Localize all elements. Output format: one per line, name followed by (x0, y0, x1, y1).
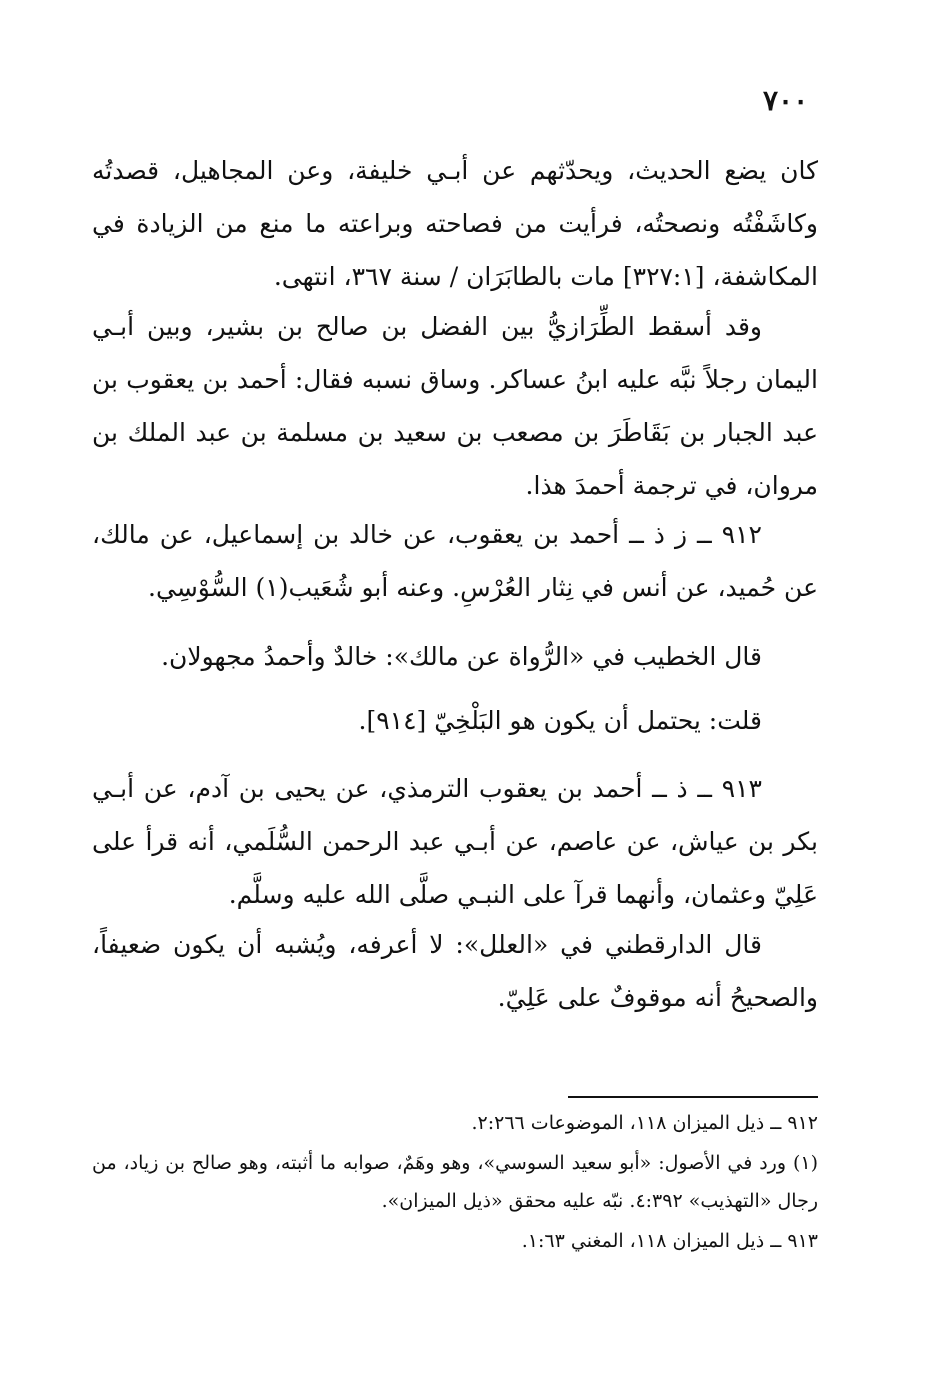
paragraph-comment: قلت: يحتمل أن يكون هو البَلْخِيّ [٩١٤]. (358, 706, 762, 735)
footnote-912-source: ٩١٢ ــ ذيل الميزان ١١٨، الموضوعات ٢:٢٦٦. (471, 1112, 818, 1134)
paragraph-khatib-quote: قال الخطيب في «الرُّواة عن مالك»: خالدٌ وأحمدُ مجهولان. (161, 642, 762, 671)
page-number: ٧٠٠ (763, 84, 809, 117)
footnote-divider (568, 1096, 818, 1098)
footnote-913-source: ٩١٣ ــ ذيل الميزان ١١٨، المغني ١:٦٣. (521, 1230, 818, 1252)
entry-912: ٩١٢ ــ ز ذ ــ أحمد بن يعقوب، عن خالد بن إسماعيل، عن مالك، عن حُميد، عن أنس في نِثار العُرْسِ. وعنه أبو شُعَيب(١) السُّوْسِي. (92, 520, 818, 602)
paragraph-daraqutni-quote: قال الدارقطني في «العلل»: لا أعرفه، ويُشبه أن يكون ضعيفاً، والصحيحُ أنه موقوفٌ على عَلِيّ. (92, 930, 818, 1012)
entry-913: ٩١٣ ــ ذ ــ أحمد بن يعقوب الترمذي، عن يحيى بن آدم، عن أبـي بكر بن عياش، عن عاصم، عن أبـي عبد الرحمن السُّلَمي، أنه قرأ على عَلِيّ وعثمان، وأنهما قرآ على النبـي صلَّى الله عليه وسلَّم. (92, 774, 818, 909)
footnote-1: (١) ورد في الأصول: «أبو سعيد السوسي»، وهو وهَمٌ، صوابه ما أثبته، وهو صالح بن زياد، من رجال «التهذيب» ٤:٣٩٢. نبّه عليه محقق «ذيل الميزان». (92, 1152, 818, 1212)
paragraph-continuation: كان يضع الحديث، ويحدّثهم عن أبـي خليفة، وعن المجاهيل، قصدتُه وكاشَفْتُه ونصحتُه، فرأيت من فصاحته وبراعته ما منع من الزيادة في المكاشفة، [٣٢٧:١] مات بالطابَرَان / سنة ٣٦٧، انتهى. (92, 156, 818, 291)
paragraph-tarazi-note: وقد أسقط الطِّرَازيُّ بين الفضل بن صالح بن بشير، وبين أبـي اليمان رجلاً نبَّه عليه ابنُ عساكر. وساق نسبه فقال: أحمد بن يعقوب بن عبد الجبار بن بَقَاطَرَ بن مصعب بن سعيد بن مسلمة بن عبد الملك بن مروان، في ترجمة أحمدَ هذا. (92, 312, 818, 500)
